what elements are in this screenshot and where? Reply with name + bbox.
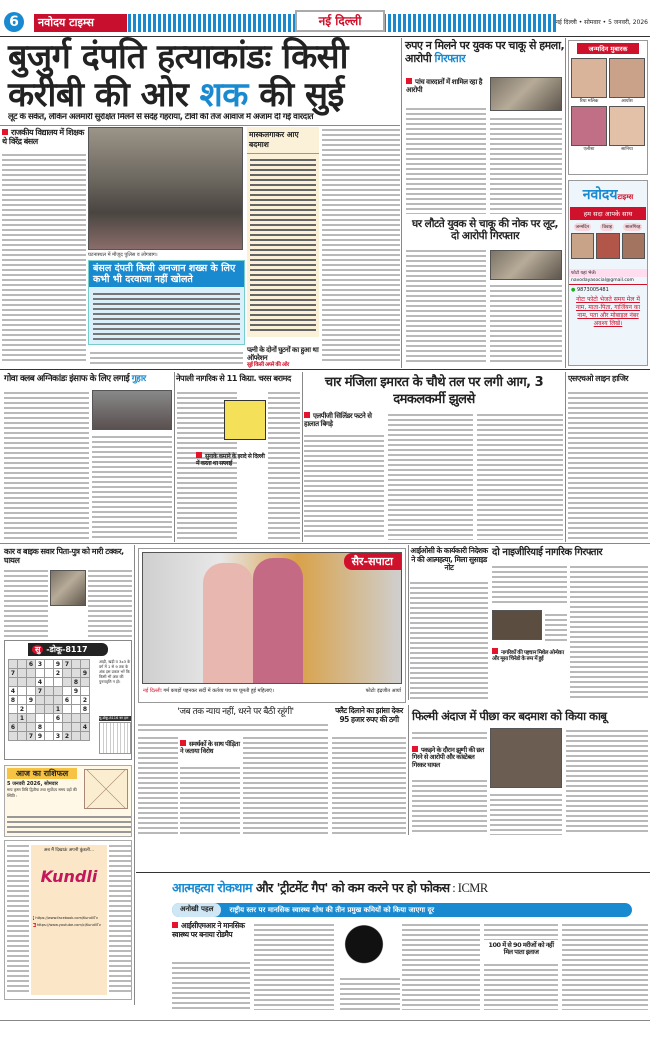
- lead-deck: लूट के संकेत, लेकिन अलमारी सुरक्षित मिलने से संदेह गहराया, टीवी की तेज आवाज में अंजाम दी गई वारदात: [8, 113, 314, 122]
- divider: [302, 372, 303, 542]
- article-body-text: [562, 922, 648, 1010]
- sudoku-cell: [72, 723, 81, 732]
- divider: [401, 38, 402, 368]
- whatsapp-icon: ●: [571, 287, 576, 293]
- lead-text-3: [322, 127, 400, 364]
- sudoku-cell: 8: [36, 723, 45, 732]
- divider: [0, 369, 650, 370]
- box-head: मास्कलगाकर आए बदमाश: [247, 127, 319, 154]
- sudoku-cell: 2: [18, 705, 27, 714]
- lead-text-2: [90, 350, 243, 365]
- article-body-text: [180, 765, 240, 835]
- callout-title: बंसल दंपती किसी अनजान शख्स के लिए कभी भी दरवाजा नहीं खोलते: [89, 261, 244, 287]
- fire-headline: चार मंजिला इमारत के चौथे तल पर लगी आग, 3 दमकलकर्मी झुलसे: [324, 375, 544, 407]
- sudoku-cell: 9: [27, 696, 36, 705]
- knife-attack-subhead: पांच वारदातों में शामिल रहा है आरोपी: [406, 78, 482, 95]
- youtube-icon: ▶: [33, 923, 36, 927]
- sudoku-cell: [36, 705, 45, 714]
- promo-tab: जन्मदिन: [575, 225, 590, 230]
- rashifal-title: आज का राशिफल: [7, 768, 77, 779]
- fire-subhead: एलपीजी सिलिंडर फटने से हालात बिगड़े: [304, 412, 372, 429]
- article-body-text: [340, 976, 400, 1010]
- icmr-tag: अनोखी पहल: [172, 903, 221, 917]
- article-body-text: [4, 568, 48, 638]
- sudoku-cell: [54, 696, 63, 705]
- article-body-text: [109, 843, 131, 993]
- divider: [134, 545, 135, 1005]
- article-body-text: [568, 390, 648, 540]
- sudoku-cell: [54, 723, 63, 732]
- lead-subhead-3: सुई किसी अपने की ओर: [247, 362, 289, 368]
- sudoku-cell: [27, 714, 36, 723]
- article-body-text: [406, 248, 486, 364]
- promo-logo: नवोदयटाइम्स: [582, 187, 634, 203]
- kartavya-path-photo: [142, 552, 402, 684]
- sudoku-cell: [81, 687, 90, 696]
- sudoku-cell: [63, 723, 72, 732]
- article-body-text: [492, 564, 567, 604]
- article-body-text: [412, 730, 487, 742]
- dateline: नई दिल्ली • सोमवार • 5 जनवरी, 2026: [555, 19, 648, 26]
- divider: [565, 372, 566, 542]
- sudoku-cell: [9, 660, 18, 669]
- article-body-text: [138, 735, 178, 835]
- sudoku-cell: 1: [18, 714, 27, 723]
- sudoku-cell: 8: [81, 705, 90, 714]
- page-number: 6: [4, 12, 24, 32]
- sudoku-cell: 7: [27, 732, 36, 741]
- birthday-kid: आर्यांश: [609, 58, 645, 104]
- sudoku-box: [4, 640, 132, 760]
- sudoku-cell: [18, 723, 27, 732]
- icmr-side-head: आईसीएमआर ने मानसिक स्वास्थ्य पर बनाया रोडमैप: [172, 921, 245, 939]
- sudoku-cell: [81, 660, 90, 669]
- sudoku-cell: [63, 705, 72, 714]
- sudoku-cell: [45, 714, 54, 723]
- article-body-text: [304, 433, 384, 540]
- photo-credit: फोटोः इंद्रजीत आर्या: [365, 688, 401, 694]
- sudoku-cell: 6: [63, 696, 72, 705]
- sudoku-cell: [45, 678, 54, 687]
- sudoku-cell: [63, 669, 72, 678]
- facebook-icon: f: [33, 916, 35, 920]
- sudoku-cell: 4: [81, 723, 90, 732]
- lead-photo-caption: घटनास्थल में मौजूद पुलिस व लोगबाग।: [88, 252, 158, 258]
- sudoku-cell: 3: [36, 660, 45, 669]
- sair-sapata-box: [138, 548, 406, 703]
- promo-tab: विवाह: [602, 225, 613, 230]
- masthead-logo: नवोदय टाइम्स: [34, 14, 127, 32]
- promo-contact: फोटो यहां भेजें।: [569, 269, 647, 277]
- sudoku-cell: [9, 714, 18, 723]
- sudoku-cell: [27, 723, 36, 732]
- sudoku-solution: [99, 722, 131, 754]
- sudoku-prev-title: सु-डोकू-8116 का हल: [99, 716, 131, 721]
- sudoku-cell: [9, 732, 18, 741]
- sudoku-title: सु -डोकू-8117: [28, 643, 108, 656]
- sudoku-cell: 9: [72, 687, 81, 696]
- article-body-text: [93, 291, 240, 343]
- sudoku-cell: 6: [27, 660, 36, 669]
- sudoku-cell: [9, 678, 18, 687]
- sudoku-cell: [27, 705, 36, 714]
- sudoku-cell: 1: [54, 705, 63, 714]
- silhouette-photo: [340, 925, 400, 973]
- sudoku-grid: [8, 659, 90, 741]
- sudoku-cell: 3: [54, 732, 63, 741]
- filmi-headline: फिल्मी अंदाज में पीछा कर बदमाश को किया काबू: [412, 709, 607, 723]
- goa-protest-photo: [92, 390, 172, 430]
- promo-box: [568, 180, 648, 366]
- sudoku-cell: [72, 660, 81, 669]
- birthday-kid: एलीशा: [571, 106, 607, 152]
- divider: [565, 38, 566, 368]
- section-label: नई दिल्ली: [295, 10, 385, 32]
- news-photo: [571, 106, 607, 146]
- dharna-headline: 'जब तक न्याय नहीं, धरने पर बैठी रहूंगी': [177, 707, 294, 717]
- sudoku-cell: [45, 705, 54, 714]
- nigeria-photo: [492, 610, 542, 640]
- sudoku-cell: 2: [54, 669, 63, 678]
- sudoku-cell: 6: [54, 714, 63, 723]
- divider: [174, 372, 175, 542]
- sudoku-cell: [36, 696, 45, 705]
- sudoku-cell: [45, 723, 54, 732]
- article-body-text: [484, 962, 558, 1010]
- news-photo: [622, 233, 645, 259]
- nigeria-headline: दो नाइजीरियाई नागरिक गिरफ्तार: [492, 547, 603, 558]
- article-body-text: [545, 612, 567, 642]
- sair-sapata-label: सैर-सपाटा: [344, 553, 401, 570]
- rashifal-tithi: माघ कृष्ण तिथि द्वितीया तथा सूर्योदय समय ग्रहों की स्थिति :: [7, 787, 77, 798]
- dharna-subhead: समर्थकों के साथ पीड़िता ने जताया विरोध: [180, 740, 240, 756]
- lead-box: [247, 127, 319, 337]
- divider: [0, 125, 400, 126]
- article-body-text: [250, 157, 316, 333]
- sudoku-cell: 2: [63, 732, 72, 741]
- article-body-text: [268, 390, 300, 540]
- icmr-headline: आत्महत्या रोकथाम और 'ट्रीटमेंट गैप' को कम करने पर हो फोकस : ICMR: [172, 880, 488, 895]
- sudoku-logo-icon: सु: [32, 645, 43, 654]
- filmi-subhead: पकड़ने के दौरान झुग्गी की छत गिरने से आरोपी और कांस्टेबल गिरकर घायल: [412, 746, 484, 769]
- divider: [136, 872, 650, 873]
- birthday-title: जन्मदिन मुबारक: [577, 43, 639, 54]
- sudoku-cell: [63, 714, 72, 723]
- loot-headline: घर लौटते युवक से चाकू की नोक पर लूट, दो आरोपी गिरफ्तार: [412, 218, 558, 243]
- nepal-subhead: सुनाके कमाने के इरादे से दिल्ली में करता था सप्लाई: [196, 453, 265, 467]
- sudoku-cell: [45, 669, 54, 678]
- sudoku-cell: 2: [81, 696, 90, 705]
- sudoku-cell: 7: [36, 687, 45, 696]
- sudoku-cell: [81, 678, 90, 687]
- divider: [408, 705, 409, 835]
- kundli-chart: [84, 769, 128, 809]
- divider: [408, 545, 409, 700]
- sudoku-cell: [72, 705, 81, 714]
- accident-photo: [50, 570, 86, 606]
- news-photo: [571, 58, 607, 98]
- sudoku-cell: 8: [72, 678, 81, 687]
- sudoku-cell: 9: [36, 732, 45, 741]
- article-body-text: [332, 735, 406, 835]
- sudoku-cell: [9, 705, 18, 714]
- article-body-text: [138, 722, 328, 732]
- sudoku-cell: [18, 669, 27, 678]
- article-body-text: [402, 922, 480, 1010]
- lead-photo: [88, 127, 243, 250]
- sudoku-rules: आड़ी, खड़ी व 3x3 के वर्ग में 1 से 9 तक के अंक इस प्रकार भरें कि किसी भी अंक की पुनरावृत्ति न हो।: [99, 659, 131, 684]
- sudoku-cell: [45, 732, 54, 741]
- lead-headline-line2: करीबी की ओर: [8, 75, 200, 115]
- kundli-ad: [4, 840, 132, 1000]
- sudoku-cell: [27, 687, 36, 696]
- news-photo: [596, 233, 619, 259]
- rashifal-date: 5 जनवरी 2026, सोमवार: [7, 781, 58, 787]
- sho-headline: एसएचओ लाइन हाजिर: [568, 374, 629, 383]
- loot-photo: [490, 250, 562, 280]
- sudoku-cell: [81, 732, 90, 741]
- article-body-text: [410, 580, 488, 700]
- sudoku-cell: 4: [36, 678, 45, 687]
- article-body-text: [412, 778, 487, 835]
- news-photo: [609, 106, 645, 146]
- sudoku-cell: [36, 714, 45, 723]
- icmr-tag-bar: [172, 903, 632, 917]
- article-body-text: [477, 412, 563, 540]
- lead-headline-end: की सुई: [247, 75, 344, 115]
- birthday-kid: सानिया: [609, 106, 645, 152]
- nepal-illustration: [224, 400, 266, 440]
- knife-attack-photo: [490, 77, 562, 111]
- promo-note: नोटः फोटो भेजते समय मेल में नाम, माता-पिता, गार्जियन का नाम, पता और मोबाइल नंबर अवश्य लिखें।: [575, 296, 641, 327]
- sudoku-cell: [81, 714, 90, 723]
- article-body-text: [388, 412, 473, 540]
- sudoku-cell: [18, 687, 27, 696]
- lead-side-head: राजकीय विद्यालय में शिक्षक थे विरेंद्र बंसल: [2, 128, 84, 147]
- article-body-text: [7, 814, 131, 834]
- sudoku-cell: [54, 678, 63, 687]
- article-body-text: [490, 283, 562, 364]
- sudoku-cell: [72, 714, 81, 723]
- article-body-text: [92, 434, 172, 540]
- article-body-text: [4, 390, 89, 540]
- lead-callout: [88, 260, 245, 345]
- filmi-photo: [490, 728, 562, 788]
- accident-headline: कार व बाइक सवार पिता-पुत्र को मारी टक्कर, घायल: [4, 547, 124, 566]
- sudoku-cell: 9: [81, 669, 90, 678]
- article-body-text: [484, 922, 558, 940]
- sudoku-cell: 9: [54, 660, 63, 669]
- kundli-logo: Kundli: [40, 867, 98, 886]
- sudoku-cell: 6: [9, 723, 18, 732]
- knife-attack-headline: रुपए न मिलने पर युवक पर चाकू से हमला, आरोपी गिरफ्तार: [405, 39, 565, 65]
- sudoku-cell: 7: [63, 660, 72, 669]
- photo-caption: नई दिल्लीः गर्म कपड़ों पहनकर सर्दी में कर्तव्य पथ पर घूमती हुई महिलाएं।: [143, 688, 274, 694]
- lead-headline: [8, 38, 408, 114]
- article-body-text: [570, 564, 648, 700]
- birthday-box: [568, 40, 648, 175]
- divider: [0, 1020, 650, 1021]
- lead-side-text: [2, 152, 86, 364]
- sudoku-cell: [72, 732, 81, 741]
- sudoku-cell: [63, 687, 72, 696]
- article-body-text: [490, 116, 562, 214]
- article-body-text: [566, 728, 648, 835]
- sudoku-cell: [72, 696, 81, 705]
- lead-headline-line1: बुजुर्ग दंपति हत्याकांडः किसी: [8, 37, 348, 77]
- article-body-text: [406, 106, 486, 214]
- sudoku-cell: [18, 732, 27, 741]
- article-body-text: [88, 568, 132, 638]
- promo-tagline: हम सदा आपके साथ: [570, 207, 646, 220]
- article-body-text: [243, 735, 328, 835]
- sudoku-cell: [45, 660, 54, 669]
- rashifal-box: [4, 765, 132, 837]
- promo-tab: सालगिरह: [625, 225, 641, 230]
- sudoku-cell: [72, 669, 81, 678]
- sudoku-cell: [18, 678, 27, 687]
- nepal-headline: नेपाली नागरिक से 11 किग्रा. चरस बरामद: [176, 373, 291, 383]
- sudoku-cell: [63, 678, 72, 687]
- news-photo: [571, 233, 594, 259]
- article-body-text: [172, 960, 250, 1010]
- promo-whatsapp: ● 9873005481: [571, 287, 609, 293]
- article-body-text: [490, 792, 562, 835]
- lead-subhead-2: पत्नी के दोनों घुटनों का हुआ था ऑपरेशन: [247, 346, 319, 363]
- kundli-tagline: अब मैं दिखाऊं अपनी कुंडली...: [43, 848, 95, 853]
- flat-fraud-headline: फ्लैट दिलाने का झांसा देकर 95 हजार रुपए की ठगी: [335, 706, 403, 724]
- sudoku-cell: 4: [9, 687, 18, 696]
- ioc-headline: आईओसी के कार्यकारी निदेशक ने की आत्महत्या, मिला सुसाइड नोट: [410, 546, 488, 573]
- birthday-kid: रिया मलिक: [571, 58, 607, 104]
- news-photo: [609, 58, 645, 98]
- sudoku-cell: [18, 660, 27, 669]
- article-body-text: [254, 922, 334, 1010]
- sudoku-cell: [45, 687, 54, 696]
- promo-email[interactable]: navodayasocial@gmail.com: [569, 277, 647, 285]
- nigeria-subhead: नागरिकों की पहचान मिशेल ओन्येका और मूसा चिनेडो के रूप में हुई: [492, 650, 564, 663]
- kundli-youtube[interactable]: ▶ https://www.youtube.com/c/KundliTv: [33, 923, 101, 927]
- goa-headline: गोवा क्लब अग्निकांडः इंसाफ के लिए लगाई गुहार: [4, 374, 146, 384]
- divider: [0, 543, 650, 544]
- sudoku-cell: [36, 669, 45, 678]
- sudoku-cell: 7: [9, 669, 18, 678]
- sudoku-cell: [18, 696, 27, 705]
- icmr-subhead: 100 में से 90 मरीजों को नहीं मिल पाता इलाज: [488, 941, 554, 957]
- icmr-tag-text: राष्ट्रीय स्तर पर मानसिक स्वास्थ्य शोध की तीन प्रमुख कमियों को किया जाएगा दूर: [229, 905, 435, 914]
- sudoku-cell: [45, 696, 54, 705]
- article-body-text: [7, 843, 29, 993]
- sudoku-cell: 8: [9, 696, 18, 705]
- sudoku-cell: [54, 687, 63, 696]
- lead-headline-highlight: शक: [199, 75, 248, 115]
- kundli-facebook[interactable]: f https://www.facebook.com/KundliTv: [33, 916, 98, 920]
- sudoku-cell: [27, 678, 36, 687]
- sudoku-cell: [27, 669, 36, 678]
